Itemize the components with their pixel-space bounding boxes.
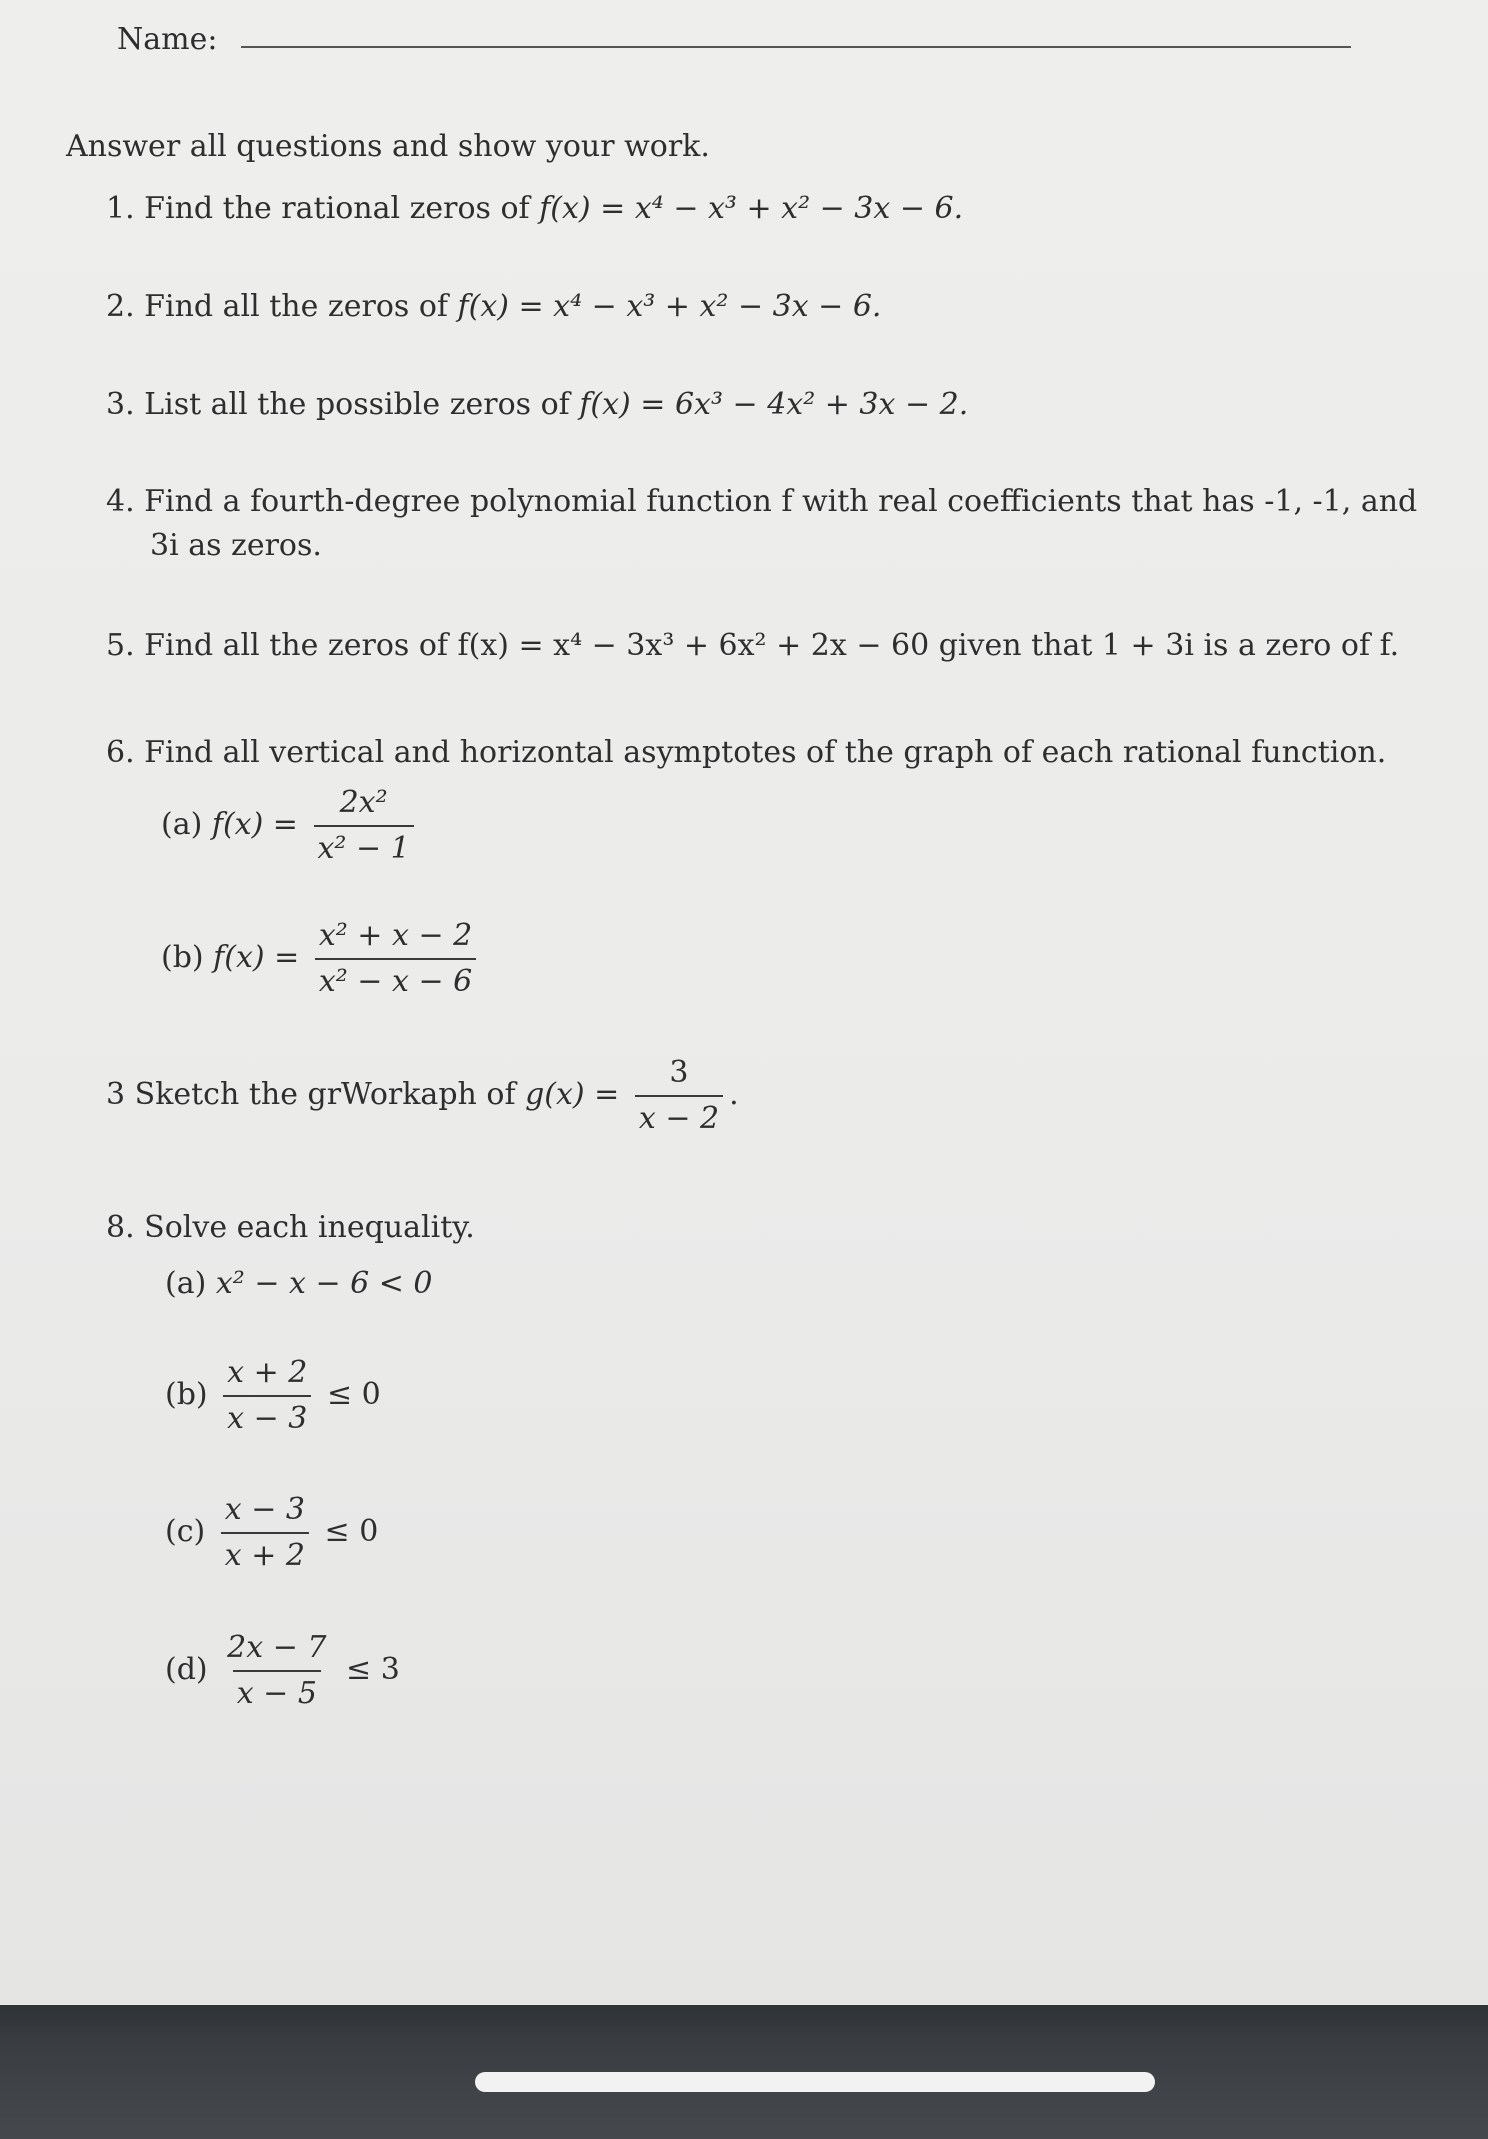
denominator: x² − 1 xyxy=(314,825,414,867)
instructions: Answer all questions and show your work. xyxy=(66,129,710,164)
inequality-rhs: ≤ 0 xyxy=(324,1514,379,1549)
question-8d xyxy=(165,1630,400,1712)
inequality-rhs: ≤ 0 xyxy=(326,1377,381,1412)
part-label: (b) xyxy=(161,940,204,975)
part-label: (c) xyxy=(165,1514,206,1549)
denominator: x + 2 xyxy=(221,1532,309,1574)
question-5 xyxy=(106,628,1399,664)
question-text: Find the rational zeros of xyxy=(144,191,530,226)
function-expression: f(x) = x⁴ − x³ + x² − 3x − 6. xyxy=(539,191,964,226)
fraction xyxy=(221,1492,309,1574)
numerator: 3 xyxy=(669,1055,689,1090)
question-number: 5. xyxy=(106,628,135,663)
question-number: 3. xyxy=(106,387,135,422)
denominator: x − 3 xyxy=(223,1395,311,1437)
denominator: x − 2 xyxy=(635,1095,723,1137)
function-lhs: g(x) = xyxy=(525,1077,620,1112)
numerator: 2x² xyxy=(339,785,388,820)
question-2 xyxy=(106,289,881,325)
question-4-line2: 3i as zeros. xyxy=(150,528,322,563)
function-expression: f(x) = x⁴ − x³ + x² − 3x − 6. xyxy=(457,289,882,324)
numerator: x + 2 xyxy=(227,1355,308,1390)
denominator: x² − x − 6 xyxy=(315,958,476,1000)
fraction xyxy=(635,1055,723,1137)
question-number: 8. xyxy=(106,1210,135,1245)
question-8a xyxy=(165,1266,433,1302)
question-4 xyxy=(106,484,1417,520)
question-3 xyxy=(106,387,968,423)
question-number: 1. xyxy=(106,191,135,226)
question-6b xyxy=(161,918,482,1000)
part-label: (a) xyxy=(165,1266,207,1301)
name-label: Name: xyxy=(117,22,218,57)
question-text: Sketch the grWorkaph of xyxy=(134,1077,516,1112)
inequality-rhs: ≤ 3 xyxy=(346,1652,400,1687)
inequality: x² − x − 6 < 0 xyxy=(215,1266,433,1301)
question-1 xyxy=(106,191,963,227)
numerator: x² + x − 2 xyxy=(318,918,473,953)
fraction xyxy=(314,785,414,867)
numerator: x − 3 xyxy=(224,1492,305,1527)
function-lhs: f(x) = xyxy=(211,807,298,842)
question-text-line1: Find a fourth-degree polynomial function f with real coefficients that has -1, -1, and xyxy=(144,484,1418,519)
question-text: Find all the zeros of f(x) = x⁴ − 3x³ + 6x² + 2x − 60 given that 1 + 3i is a zero of f. xyxy=(144,628,1400,663)
question-number: 6. xyxy=(106,735,135,770)
period: . xyxy=(729,1077,739,1112)
question-text: Find all the zeros of xyxy=(144,289,448,324)
question-text: List all the possible zeros of xyxy=(144,387,570,422)
question-number: 3 xyxy=(106,1077,126,1112)
question-6 xyxy=(106,735,1386,771)
question-8c xyxy=(165,1492,378,1574)
question-7 xyxy=(106,1055,739,1137)
part-label: (d) xyxy=(165,1652,208,1687)
denominator: x − 5 xyxy=(233,1670,321,1712)
numerator: 2x − 7 xyxy=(227,1630,327,1665)
function-expression: f(x) = 6x³ − 4x² + 3x − 2. xyxy=(579,387,969,422)
question-number: 2. xyxy=(106,289,135,324)
question-6a xyxy=(161,785,420,867)
question-8 xyxy=(106,1210,475,1246)
fraction xyxy=(223,1630,330,1712)
question-text: Find all vertical and horizontal asymptotes of the graph of each rational function. xyxy=(144,735,1387,770)
question-text: Solve each inequality. xyxy=(144,1210,475,1245)
fraction xyxy=(315,918,476,1000)
fraction xyxy=(223,1355,311,1437)
part-label: (b) xyxy=(165,1377,208,1412)
name-blank-line xyxy=(241,46,1351,48)
part-label: (a) xyxy=(161,807,203,842)
function-lhs: f(x) = xyxy=(213,940,300,975)
question-8b xyxy=(165,1355,381,1437)
home-indicator[interactable] xyxy=(475,2072,1155,2092)
question-number: 4. xyxy=(106,484,135,519)
